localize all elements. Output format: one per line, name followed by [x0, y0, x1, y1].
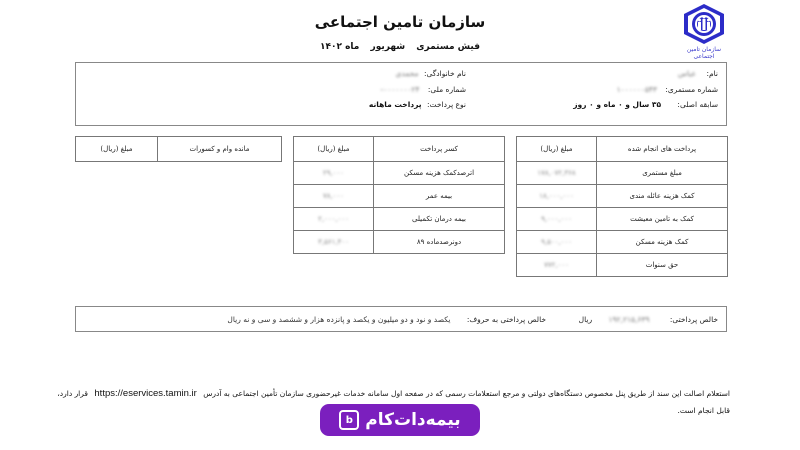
notice-text-2: قرار دارد،	[57, 389, 88, 398]
deduction-amount: ۲,۰۰۰,۰۰۰	[294, 208, 374, 231]
payment-amount: ۹,۰۰۰,۰۰۰	[517, 208, 597, 231]
service-row	[573, 100, 718, 109]
net-words-value: یکصد و نود و دو میلیون و یکصد و پانزده هزار و ششصد و سی و نه ریال	[227, 315, 451, 324]
net-payment-row	[579, 315, 718, 324]
pension-no-row	[617, 85, 718, 94]
logo-caption: سازمان تامین اجتماعی	[686, 46, 722, 60]
family-row	[396, 69, 466, 78]
table-row	[517, 231, 728, 254]
loans-header-amount: مبلغ (ریال)	[76, 137, 158, 162]
tamin-logo-icon	[676, 2, 732, 46]
payment-label: کمک به تامین معیشت	[597, 208, 728, 231]
payments-header-amount: مبلغ (ریال)	[517, 137, 597, 162]
deductions-header-title: کسر پرداخت	[374, 137, 505, 162]
table-row	[517, 254, 728, 277]
notice-text-1: استعلام اصالت این سند از طریق پنل مخصوص دستگاه‌های دولتی و مرجع استعلامات رسمی که در صفحه اول سامانه خدمات غیرحضوری سازمان تأمین اجتماعی به آدرس	[203, 389, 730, 398]
payment-type-value: پرداخت ماهانه	[368, 100, 422, 109]
payment-label: مبلغ مستمری	[597, 162, 728, 185]
subtitle-doc: فیش مستمری	[416, 42, 480, 52]
net-words-label: خالص پرداختی به حروف:	[466, 315, 546, 324]
deduction-amount: ۷۸,۰۰۰	[294, 185, 374, 208]
payment-amount: ۱۷۸,۰۷۲,۳۶۸	[517, 162, 597, 185]
payment-type-row	[369, 100, 466, 109]
service-label: سابقه اصلی:	[677, 100, 718, 109]
name-value: عباس	[677, 69, 697, 78]
deduction-label: دونرصدماده ۸۹	[374, 231, 505, 254]
payment-amount: ۱۸,۰۰۰,۰۰۰	[517, 185, 597, 208]
deduction-label: بیمه درمان تکمیلی	[374, 208, 505, 231]
net-value: ۱۹۲,۲۱۵,۶۳۹	[608, 315, 650, 324]
table-row	[517, 162, 728, 185]
loans-header-title: مانده وام و کسورات	[158, 137, 282, 162]
payments-header-title: پرداخت های انجام شده	[597, 137, 728, 162]
loans-table	[75, 136, 282, 162]
watermark-text: بیمه‌دات‌کام	[365, 410, 461, 430]
payment-amount: ۷۷۲,۰۰۰	[517, 254, 597, 277]
payment-type-label: نوع پرداخت:	[427, 100, 466, 109]
page-title: سازمان تامین اجتماعی	[314, 13, 486, 31]
national-id-value: ۰۰۰۰۰۰۰۲۴-	[380, 85, 420, 94]
payment-label: کمک هزینه عائله مندی	[597, 185, 728, 208]
name-label: نام:	[706, 69, 718, 78]
table-row	[517, 185, 728, 208]
net-words-row	[227, 315, 546, 324]
deduction-amount: ۳,۵۶۱,۴۰۰	[294, 231, 374, 254]
net-payment-box	[75, 306, 727, 332]
family-label: نام خانوادگی:	[423, 69, 466, 78]
payments-table	[516, 136, 728, 277]
national-id-row	[381, 85, 467, 94]
net-label: خالص پرداختی:	[669, 315, 718, 324]
verification-notice-line1	[57, 388, 730, 399]
table-row	[294, 185, 505, 208]
deductions-table	[293, 136, 505, 254]
subtitle-year: ماه ۱۴۰۲	[320, 42, 360, 52]
payment-label: کمک هزینه مسکن	[597, 231, 728, 254]
bimeh-com-watermark	[320, 404, 480, 436]
table-row	[517, 208, 728, 231]
deduction-amount: ۲۹,۰۰۰	[294, 162, 374, 185]
family-value: محمدی	[395, 69, 419, 78]
pensioner-info-box	[75, 62, 727, 126]
table-row	[294, 208, 505, 231]
deduction-label: اترصدکمک هزینه مسکن	[374, 162, 505, 185]
eservices-link[interactable]: https://eservices.tamin.ir	[94, 388, 197, 399]
b-logo-icon: b	[339, 410, 359, 430]
service-value: ۳۵ سال و ۰ ماه و ۰ روز	[573, 100, 662, 109]
net-currency: ریال	[578, 315, 593, 324]
deductions-header-amount: مبلغ (ریال)	[294, 137, 374, 162]
table-row	[294, 231, 505, 254]
table-row	[294, 162, 505, 185]
payment-label: حق سنوات	[597, 254, 728, 277]
pension-no-value: ۱۰۰۰۰۰۰۵۴۳	[616, 85, 657, 94]
verification-notice-line2: قابل انجام است.	[677, 406, 730, 415]
pension-no-label: شماره مستمری:	[665, 85, 718, 94]
subtitle-month: شهریور	[370, 42, 406, 52]
deduction-label: بیمه عمر	[374, 185, 505, 208]
national-id-label: شماره ملی:	[427, 85, 466, 94]
tamin-logo	[676, 2, 732, 60]
name-row	[678, 69, 718, 78]
payment-amount: ۹,۵۰۰,۰۰۰	[517, 231, 597, 254]
